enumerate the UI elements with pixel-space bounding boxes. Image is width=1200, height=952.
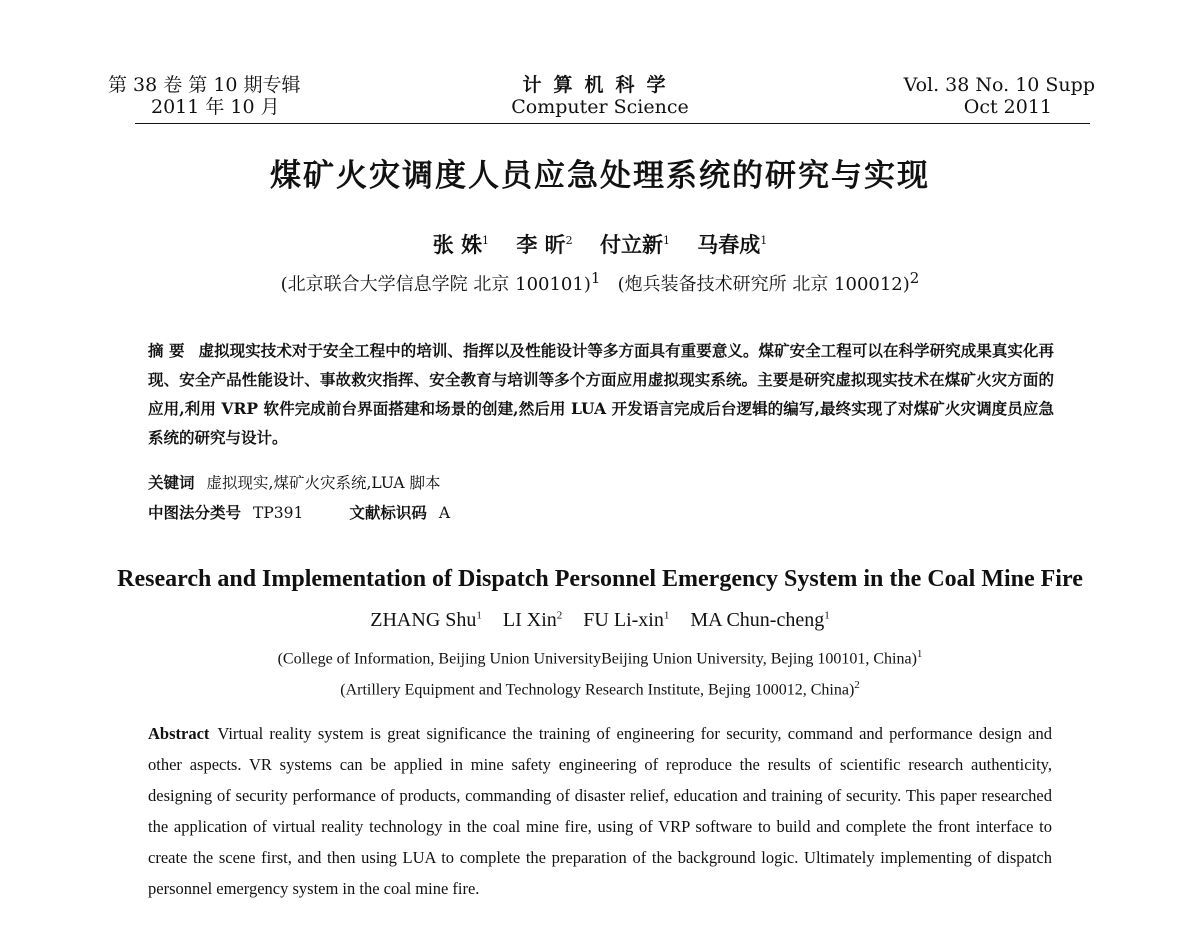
journal-name-cn: 计算机科学 (522, 74, 678, 96)
abstract-en-text: Virtual reality system is great significance the training of engineering for security, command and performance design and other aspects. VR systems can be applied in mine safety engineering of reproduce the results of scientific research authenticity, designing of security performance of products, commanding of disaster relief, education and training of security. This paper researched the application of virtual reality technology in the coal mine fire, using of VRP software to build and complete the front interface to create the scene first, and then using LUA to complete the preparation of the background logic. Ultimately implementing of dispatch personnel emergency system in the coal mine fire. (148, 724, 1052, 898)
author-list-cn (0, 229, 1200, 259)
affiliation-en-1: (College of Information, Beijing Union UniversityBeijing Union University, Bejing 100101, China)$^1$ (277, 648, 923, 668)
clc-label: 中图法分类号 (148, 503, 242, 522)
author-cn: 付立新$^1$ (599, 232, 670, 257)
affiliation-cn-2: (炮兵装备技术研究所 北京 100012)$^2$ (617, 269, 920, 295)
header-date-en: Oct 2011 (963, 96, 1052, 118)
header-volume-info-en (904, 74, 1095, 118)
author-en: MA Chun-cheng$^1$ (690, 609, 830, 631)
author-en: ZHANG Shu$^1$ (370, 609, 482, 631)
author-cn: 张 姝$^1$ (432, 232, 490, 257)
abstract-cn-label: 摘 要 (148, 341, 185, 360)
doc-code-label: 文献标识码 (349, 503, 427, 522)
paper-title-cn: 煤矿火灾调度人员应急处理系统的研究与实现 (270, 158, 930, 194)
clc-value: TP391 (253, 504, 304, 522)
affiliation-cn-1: (北京联合大学信息学院 北京 100101)$^1$ (280, 269, 601, 295)
doc-code-value: A (438, 504, 451, 522)
abstract-en-label: Abstract (148, 724, 210, 743)
header-volume-issue: 第 38 卷 第 10 期专辑 (108, 74, 301, 96)
header-date-cn: 2011 年 10 月 (151, 96, 280, 118)
keywords-cn-label: 关键词 (148, 473, 195, 492)
author-en: FU Li-xin$^1$ (583, 609, 670, 631)
journal-name-en: Computer Science (511, 96, 689, 118)
header-volume-en: Vol. 38 No. 10 Supp (903, 74, 1095, 96)
author-cn: 李 昕$^2$ (516, 232, 573, 257)
header-journal-name (420, 74, 780, 118)
classification-line (148, 498, 450, 528)
author-cn: 马春成$^1$ (697, 232, 768, 257)
keywords-cn-text: 虚拟现实,煤矿火灾系统,LUA 脚本 (206, 474, 441, 492)
paper-title-en: Research and Implementation of Dispatch Personnel Emergency System in the Coal Mine Fire (117, 566, 1083, 592)
abstract-cn-text: 虚拟现实技术对于安全工程中的培训、指挥以及性能设计等多方面具有重要意义。煤矿安全工程可以在科学研究成果真实化再现、安全产品性能设计、事故救灾指挥、安全教育与培训等多个方面应用虚拟现实系统。主要是研究虚拟现实技术在煤矿火灾方面的应用,利用 VRP 软件完成前台界面搭建和场景的创建,然后用 LUA 开发语言完成后台逻辑的编写,最终实现了对煤矿火灾调度员应急系统的研究与设计。 (148, 341, 1054, 447)
affiliation-en-2: (Artillery Equipment and Technology Research Institute, Bejing 100012, China)$^2$ (340, 679, 860, 699)
author-list-en (0, 609, 1200, 632)
affiliations-cn (0, 269, 1200, 296)
abstract-en (148, 718, 1052, 904)
abstract-cn (148, 336, 1054, 452)
metadata-cn (148, 468, 450, 528)
keywords-cn (148, 468, 450, 498)
header-issue-info (108, 74, 301, 118)
author-en: LI Xin$^2$ (502, 609, 563, 631)
header-divider (135, 123, 1090, 124)
